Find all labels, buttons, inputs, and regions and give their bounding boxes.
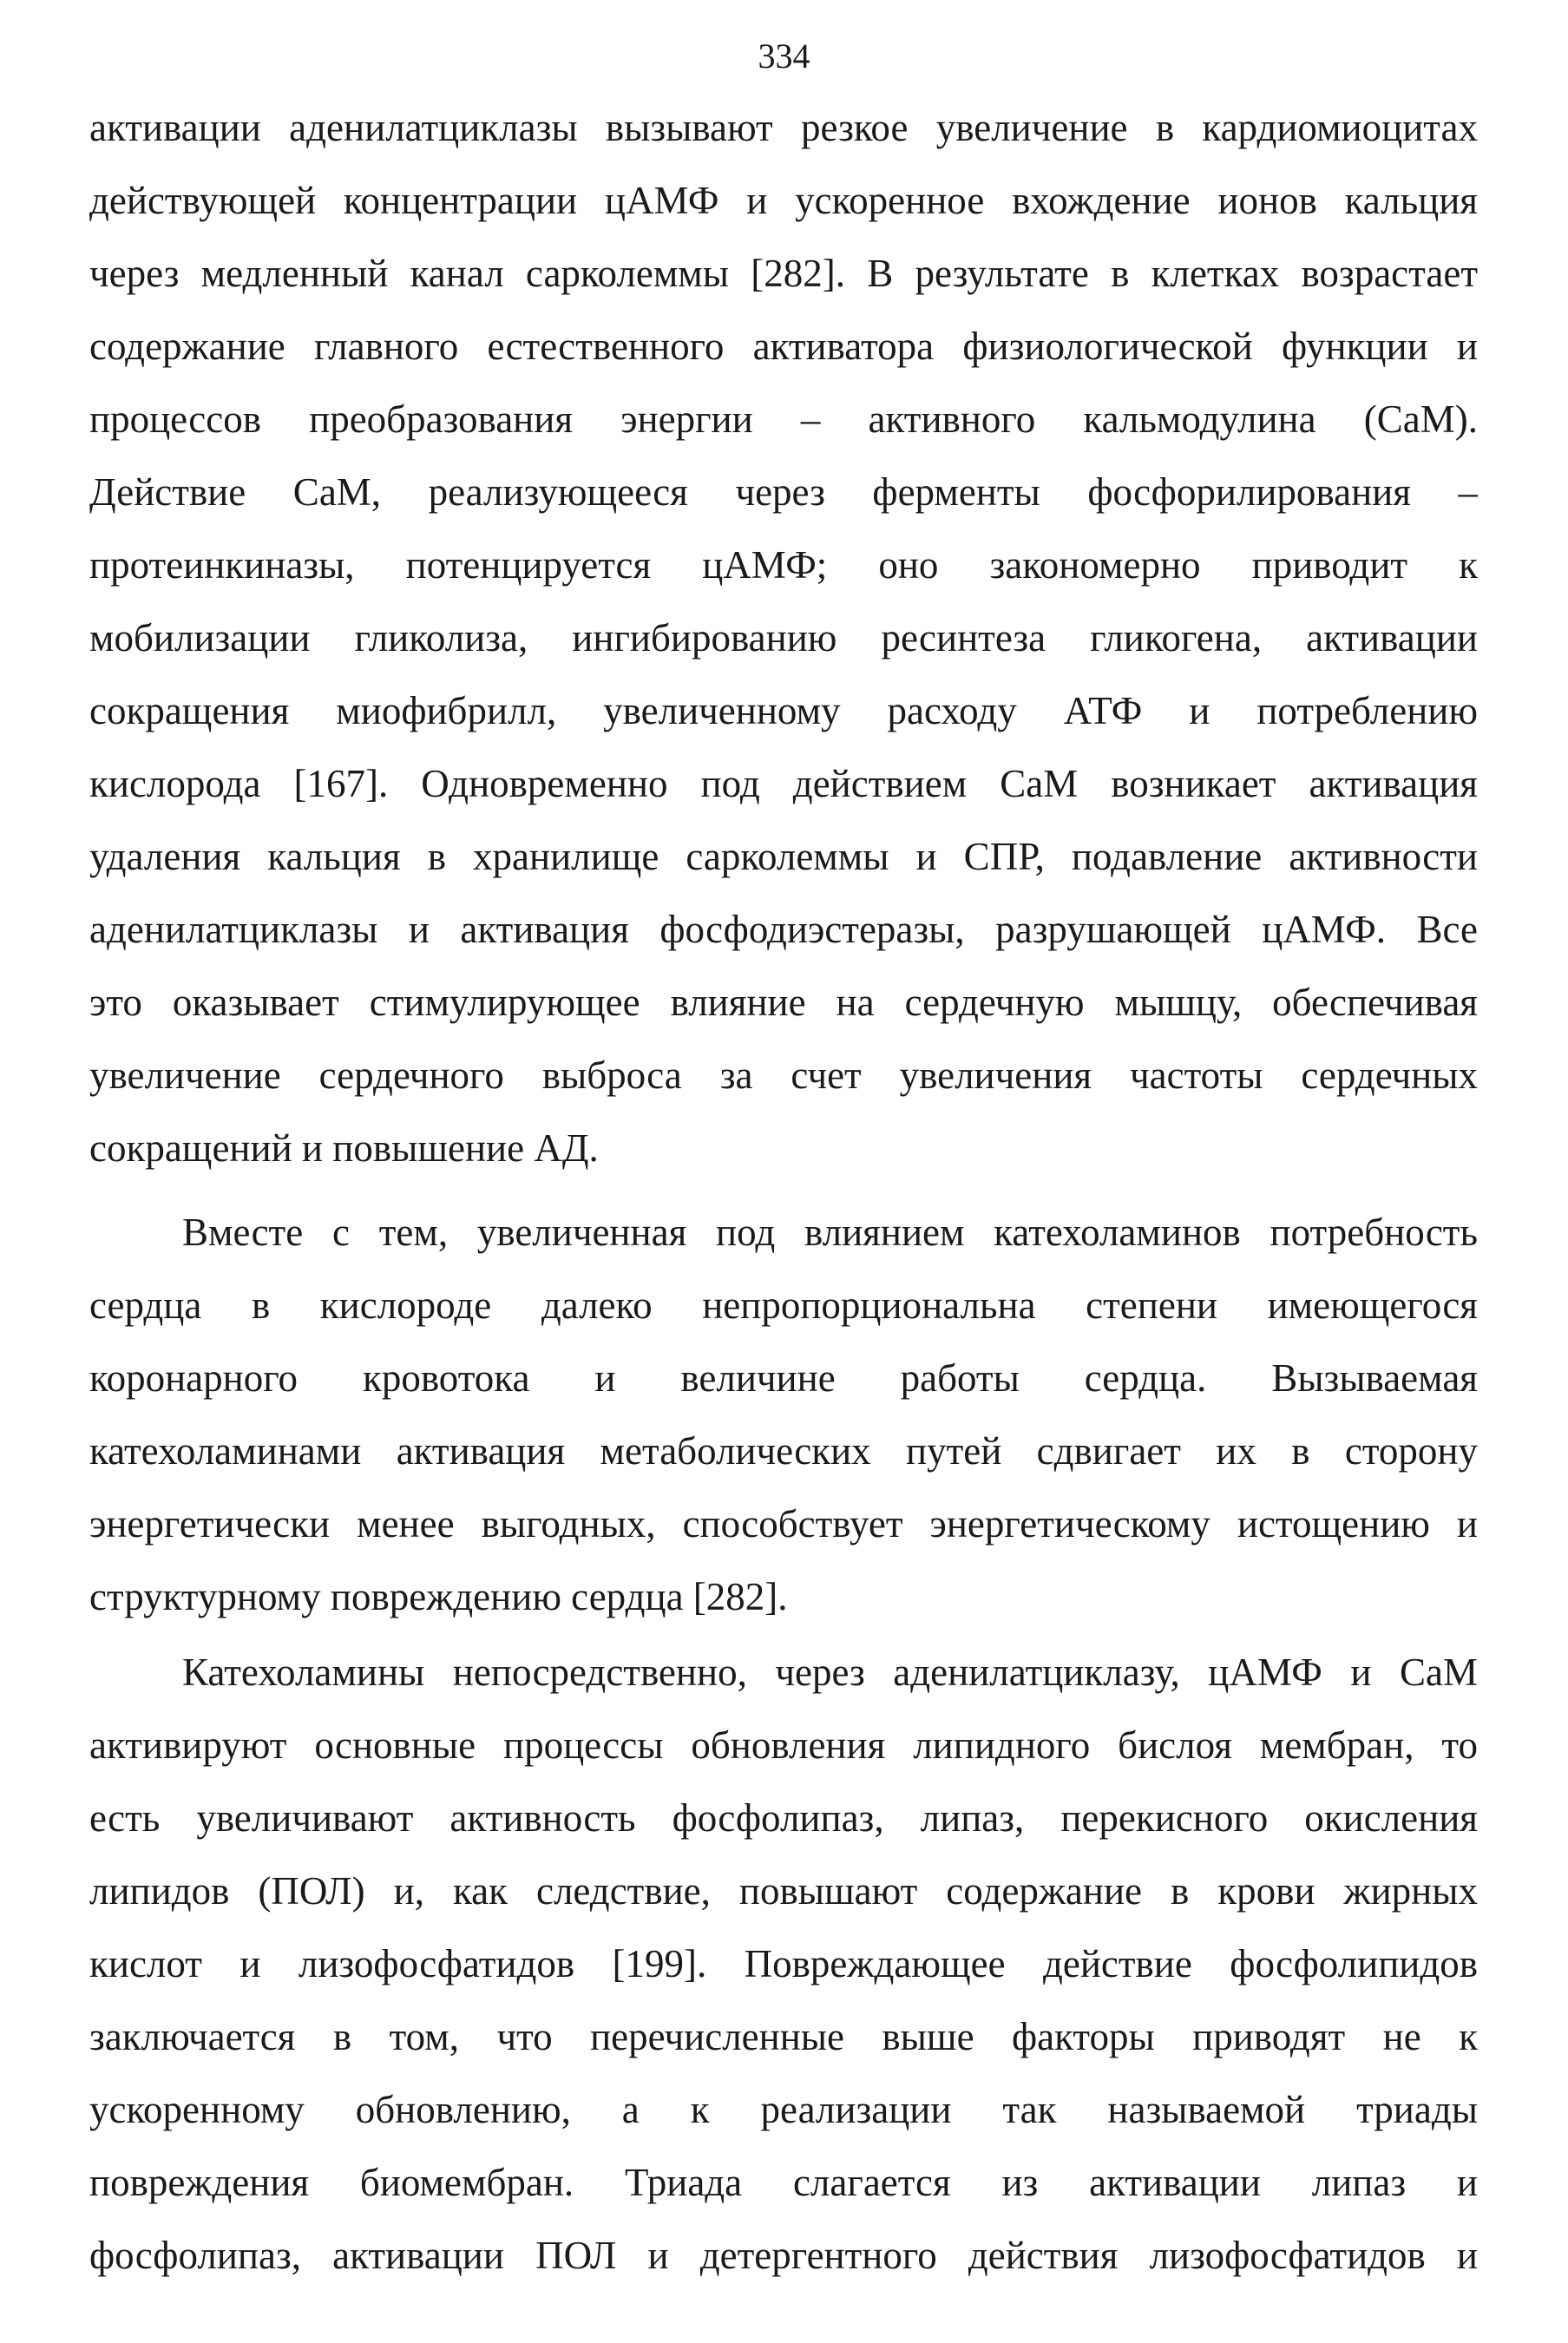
- text-line: сокращений и повышение АД.: [89, 1126, 599, 1170]
- text-line: коронарного кровотока и величине работы сердца. Вызываемая: [89, 1356, 1478, 1400]
- text-line: есть увеличивают активность фосфолипаз, липаз, перекисного окисления: [89, 1796, 1478, 1840]
- text-line: кислорода [167]. Одновременно под действием CaM возникает активация: [89, 762, 1478, 805]
- paragraph-2: [89, 1196, 1478, 1633]
- paragraph-1: [89, 91, 1478, 1185]
- text-line: мобилизации гликолиза, ингибированию ресинтеза гликогена, активации: [89, 616, 1478, 660]
- text-line: аденилатциклазы и активация фосфодиэстеразы, разрушающей цАМФ. Все: [89, 908, 1478, 951]
- text-line: Действие CaM, реализующееся через ферменты фосфорилирования –: [89, 470, 1478, 514]
- text-line: структурному повреждению сердца [282].: [89, 1575, 788, 1618]
- text-line: катехоламинами активация метаболических путей сдвигает их в сторону: [89, 1429, 1478, 1473]
- text-line: активируют основные процессы обновления липидного бислоя мембран, то: [89, 1723, 1478, 1767]
- text-line: это оказывает стимулирующее влияние на сердечную мышцу, обеспечивая: [89, 981, 1478, 1024]
- text-line: содержание главного естественного активатора физиологической функции и: [89, 325, 1478, 368]
- text-line: фосфолипаз, активации ПОЛ и детергентного действия лизофосфатидов и: [89, 2234, 1478, 2277]
- text-line: увеличение сердечного выброса за счет увеличения частоты сердечных: [89, 1053, 1478, 1097]
- text-line: заключается в том, что перечисленные выше факторы приводят не к: [89, 2015, 1478, 2058]
- text-line: действующей концентрации цАМФ и ускоренное вхождение ионов кальция: [89, 179, 1478, 222]
- text-line: ускоренному обновлению, а к реализации так называемой триады: [89, 2088, 1478, 2131]
- text-line: процессов преобразования энергии – активного кальмодулина (CaM).: [89, 397, 1478, 441]
- text-line: сокращения миофибрилл, увеличенному расходу АТФ и потреблению: [89, 689, 1478, 732]
- text-line: повреждения биомембран. Триада слагается из активации липаз и: [89, 2161, 1478, 2204]
- text-line: кислот и лизофосфатидов [199]. Повреждающее действие фосфолипидов: [89, 1942, 1478, 1985]
- text-line: липидов (ПОЛ) и, как следствие, повышают содержание в крови жирных: [89, 1869, 1478, 1913]
- text-line: активации аденилатциклазы вызывают резкое увеличение в кардиомиоцитах: [89, 106, 1478, 149]
- text-line: Катехоламины непосредственно, через аденилатциклазу, цАМФ и CaM: [182, 1651, 1478, 1694]
- text-line: протеинкиназы, потенцируется цАМФ; оно закономерно приводит к: [89, 543, 1478, 587]
- text-line: удаления кальция в хранилище сарколеммы и СПР, подавление активности: [89, 835, 1478, 878]
- paragraph-3: [89, 1636, 1478, 2292]
- text-line: сердца в кислороде далеко непропорциональна степени имеющегося: [89, 1283, 1478, 1327]
- page-number: 334: [758, 36, 810, 75]
- text-line: через медленный канал сарколеммы [282]. В результате в клетках возрастает: [89, 252, 1478, 295]
- text-line: энергетически менее выгодных, способствует энергетическому истощению и: [89, 1502, 1478, 1546]
- text-line: Вместе с тем, увеличенная под влиянием катехоламинов потребность: [182, 1211, 1478, 1254]
